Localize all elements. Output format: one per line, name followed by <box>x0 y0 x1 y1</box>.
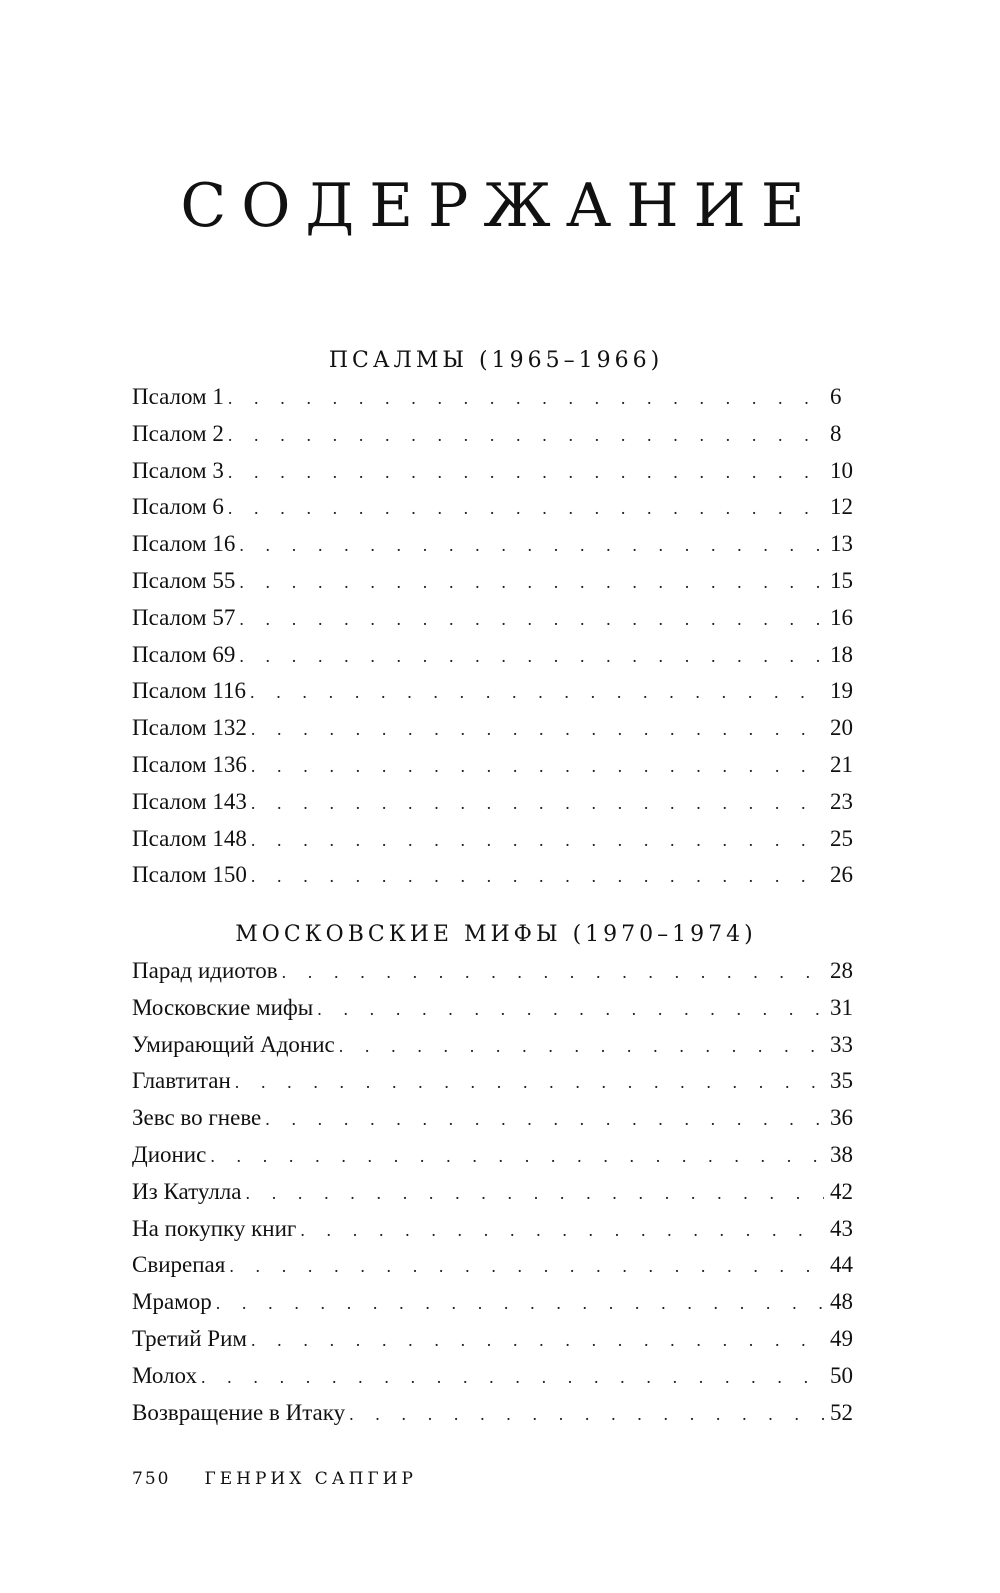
dot-leader <box>317 991 824 1027</box>
toc-entry-page: 28 <box>830 958 853 983</box>
dot-leader <box>239 601 824 637</box>
toc-entry-page: 49 <box>830 1325 853 1351</box>
toc-entry <box>132 489 860 526</box>
toc-entry-page: 26 <box>830 862 853 888</box>
toc-entry-page: 25 <box>830 825 853 851</box>
toc-entry <box>132 953 860 990</box>
toc-entry-title: Псалом 57 <box>132 604 236 630</box>
toc-entry-title: Псалом 69 <box>132 641 236 667</box>
toc-entry <box>132 1174 860 1211</box>
toc-entry <box>132 563 860 600</box>
toc-entry <box>132 1358 860 1395</box>
dot-leader <box>229 1248 824 1284</box>
toc-entry <box>132 990 860 1027</box>
running-head-author: ГЕНРИХ САПГИР <box>204 1469 417 1489</box>
toc-entry <box>132 1137 860 1174</box>
toc-entry-title: Парад идиотов <box>132 958 278 983</box>
toc-entry-page: 50 <box>830 1362 853 1388</box>
toc-list <box>132 953 860 1431</box>
dot-leader <box>251 1322 824 1358</box>
toc-entry <box>132 637 860 674</box>
toc-entry-page: 33 <box>830 1031 853 1057</box>
dot-leader <box>250 674 824 710</box>
dot-leader <box>349 1396 824 1432</box>
page-footer <box>132 1466 417 1492</box>
dot-leader <box>228 417 824 453</box>
toc-entry <box>132 747 860 784</box>
toc-entry-page: 6 <box>830 384 842 409</box>
dot-leader <box>282 954 824 990</box>
toc-entry <box>132 1284 860 1321</box>
toc-entry-page: 48 <box>830 1289 853 1315</box>
toc-entry <box>132 821 860 858</box>
toc-entry-page: 18 <box>830 641 853 667</box>
dot-leader <box>251 785 824 821</box>
toc-entry-title: Зевс во гневе <box>132 1105 262 1131</box>
toc-entry-title: Молох <box>132 1362 197 1388</box>
dot-leader <box>235 1064 824 1100</box>
dot-leader <box>265 1101 824 1137</box>
toc-entry <box>132 673 860 710</box>
toc-entry-page: 36 <box>830 1105 853 1131</box>
toc-entry-page: 38 <box>830 1141 853 1167</box>
dot-leader <box>251 858 824 894</box>
toc-entry-page: 35 <box>830 1068 853 1094</box>
toc-entry-page: 8 <box>830 420 842 446</box>
dot-leader <box>228 380 824 416</box>
toc-entry-title: Мрамор <box>132 1289 212 1315</box>
dot-leader <box>239 638 824 674</box>
toc-entry-title: Третий Рим <box>132 1325 247 1351</box>
toc-entry-page: 13 <box>830 531 853 557</box>
toc-entry <box>132 710 860 747</box>
toc-entry-page: 15 <box>830 567 853 593</box>
toc-entry <box>132 416 860 453</box>
toc-entry-title: Псалом 1 <box>132 384 224 409</box>
toc-entry-page: 10 <box>830 457 853 483</box>
toc-entry <box>132 1100 860 1137</box>
toc-entry <box>132 379 860 416</box>
toc-entry-page: 31 <box>830 994 853 1020</box>
dot-leader <box>201 1359 824 1395</box>
toc-entry <box>132 1027 860 1064</box>
toc-entry-title: Из Катулла <box>132 1178 242 1204</box>
dot-leader <box>246 1175 825 1211</box>
section-heading: МОСКОВСКИЕ МИФЫ (1970–1974) <box>235 922 757 947</box>
toc-entry <box>132 1247 860 1284</box>
dot-leader <box>216 1285 824 1321</box>
page-number: 750 <box>132 1469 171 1489</box>
dot-leader <box>251 748 824 784</box>
dot-leader <box>300 1212 824 1248</box>
toc-entry-title: Псалом 148 <box>132 825 247 851</box>
toc-entry <box>132 1321 860 1358</box>
section-heading: ПСАЛМЫ (1965–1966) <box>328 348 664 373</box>
toc-entry-page: 23 <box>830 788 853 814</box>
toc-entry-title: Псалом 3 <box>132 457 224 483</box>
toc-entry-page: 43 <box>830 1215 853 1241</box>
toc-entry-page: 42 <box>830 1178 853 1204</box>
toc-entry <box>132 453 860 490</box>
dot-leader <box>210 1138 824 1174</box>
dot-leader <box>228 454 824 490</box>
toc-entry-title: Псалом 136 <box>132 751 247 777</box>
toc-section-psalms <box>132 343 860 894</box>
toc-entry <box>132 857 860 894</box>
dot-leader <box>339 1028 824 1064</box>
toc-entry-page: 19 <box>830 678 853 704</box>
toc-entry-title: Московские мифы <box>132 994 314 1020</box>
toc-entry <box>132 1211 860 1248</box>
toc-entry-title: Псалом 55 <box>132 567 236 593</box>
toc-entry-page: 12 <box>830 494 853 520</box>
toc-entry <box>132 600 860 637</box>
toc-entry-title: Псалом 132 <box>132 715 247 741</box>
dot-leader <box>251 822 824 858</box>
toc-entry-page: 21 <box>830 751 853 777</box>
toc-entry-title: Псалом 2 <box>132 420 224 446</box>
dot-leader <box>228 490 824 526</box>
toc-entry-title: Псалом 150 <box>132 862 247 888</box>
toc-entry-title: Псалом 16 <box>132 531 236 557</box>
toc-entry-title: На покупку книг <box>132 1215 297 1241</box>
toc-entry-title: Умирающий Адонис <box>132 1031 335 1057</box>
dot-leader <box>239 564 824 600</box>
toc-section-moscow-myths <box>132 917 860 1431</box>
toc-entry <box>132 1063 860 1100</box>
toc-list <box>132 379 860 894</box>
toc-entry-page: 52 <box>830 1399 853 1425</box>
toc-entry-title: Свирепая <box>132 1252 226 1278</box>
page-title: СОДЕРЖАНИЕ <box>180 171 820 242</box>
toc-entry-title: Псалом 116 <box>132 678 247 704</box>
dot-leader <box>239 527 824 563</box>
toc-entry-page: 20 <box>830 715 853 741</box>
toc-entry-title: Главтитан <box>132 1068 231 1094</box>
toc-entry-page: 16 <box>830 604 853 630</box>
toc-entry-title: Псалом 143 <box>132 788 247 814</box>
toc-entry-page: 44 <box>830 1252 853 1278</box>
toc-entry <box>132 1395 860 1432</box>
toc-entry-title: Возвращение в Итаку <box>132 1399 346 1425</box>
toc-entry-title: Псалом 6 <box>132 494 224 520</box>
toc-entry-title: Дионис <box>132 1141 207 1167</box>
toc-entry <box>132 526 860 563</box>
toc-entry <box>132 784 860 821</box>
dot-leader <box>251 711 824 747</box>
